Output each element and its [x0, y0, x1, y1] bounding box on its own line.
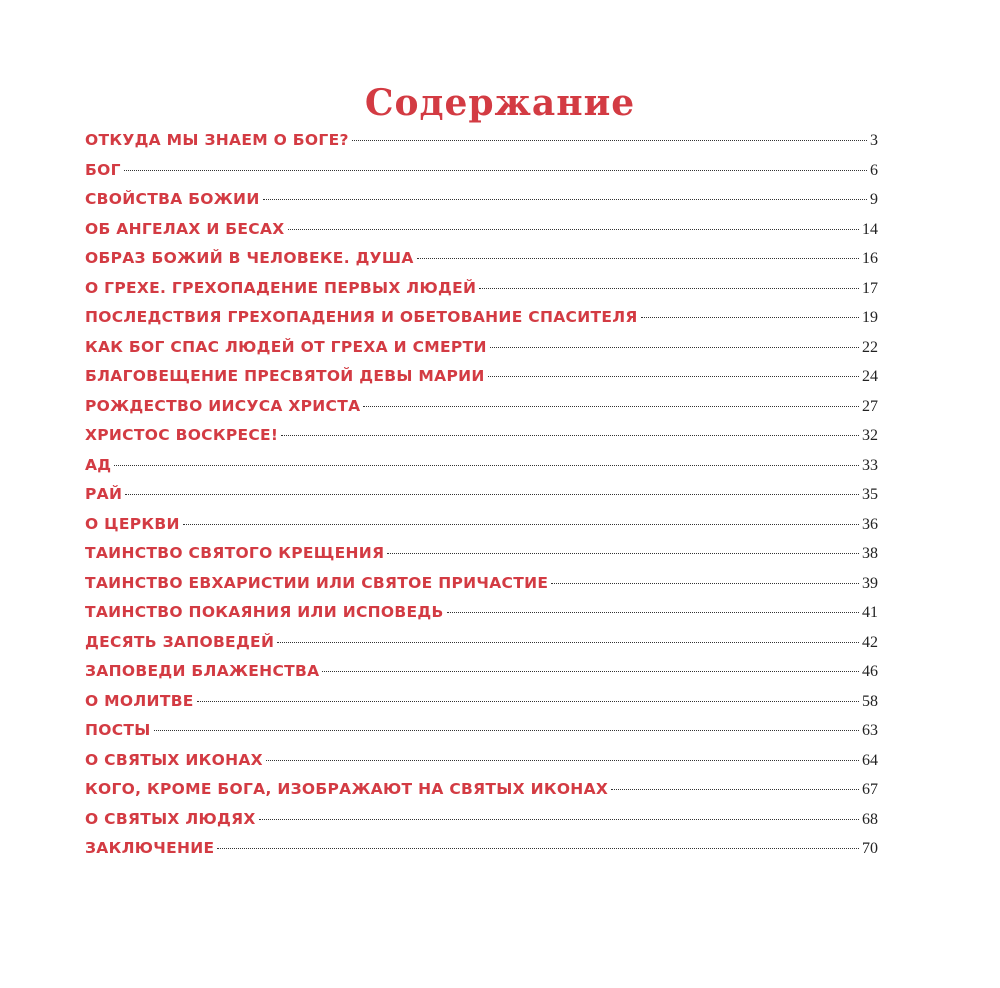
toc-entry[interactable]	[85, 303, 878, 333]
toc-entry[interactable]	[85, 126, 878, 156]
toc-leader-dots	[363, 406, 859, 407]
toc-entry-page: 64	[862, 751, 878, 769]
toc-entry-title: ЗАКЛЮЧЕНИЕ	[85, 839, 215, 857]
toc-entry-title: ТАИНСТВО ПОКАЯНИЯ ИЛИ ИСПОВЕДЬ	[85, 603, 444, 621]
toc-entry-page: 38	[862, 545, 878, 562]
toc-entry[interactable]	[85, 362, 878, 392]
toc-entry-page: 32	[862, 427, 878, 444]
toc-entry-title: О МОЛИТВЕ	[85, 691, 194, 710]
toc-entry-page: 42	[862, 633, 878, 651]
toc-leader-dots	[266, 760, 859, 761]
toc-entry[interactable]	[85, 392, 878, 422]
toc-leader-dots	[352, 140, 867, 141]
toc-entry-page: 33	[862, 456, 878, 474]
toc-entry[interactable]	[85, 421, 878, 451]
toc-entry-page: 68	[862, 810, 878, 828]
toc-entry-page: 22	[862, 338, 878, 356]
toc-entry-title: АД	[85, 455, 112, 474]
toc-entry-title: ЗАПОВЕДИ БЛАЖЕНСТВА	[85, 662, 320, 680]
toc-entry-page: 27	[862, 397, 878, 415]
toc-entry-page: 24	[862, 368, 878, 385]
toc-entry-page: 6	[870, 161, 878, 179]
toc-entry[interactable]	[85, 598, 878, 628]
toc-leader-dots	[197, 701, 859, 702]
toc-entry[interactable]	[85, 244, 878, 274]
toc-entry-title: ТАИНСТВО СВЯТОГО КРЕЩЕНИЯ	[85, 544, 385, 562]
toc-entry-page: 19	[862, 309, 878, 326]
toc-leader-dots	[259, 819, 859, 820]
toc-entry[interactable]	[85, 215, 878, 245]
toc-entry-page: 35	[862, 486, 878, 503]
toc-entry-title: КОГО, КРОМЕ БОГА, ИЗОБРАЖАЮТ НА СВЯТЫХ ИКОНАХ	[85, 780, 609, 798]
page-title: Содержание	[364, 82, 636, 125]
toc-leader-dots	[277, 642, 859, 643]
toc-entry-page: 14	[862, 220, 878, 238]
toc-leader-dots	[551, 583, 859, 584]
toc-entry[interactable]	[85, 657, 878, 687]
toc-leader-dots	[479, 288, 859, 289]
toc-entry-page: 41	[862, 604, 878, 621]
toc-leader-dots	[263, 199, 867, 200]
toc-entry-title: БЛАГОВЕЩЕНИЕ ПРЕСВЯТОЙ ДЕВЫ МАРИИ	[85, 367, 485, 385]
toc-leader-dots	[490, 347, 859, 348]
toc-entry-title: ОТКУДА МЫ ЗНАЕМ О БОГЕ?	[85, 131, 349, 149]
toc-entry[interactable]	[85, 510, 878, 540]
toc-entry-title: КАК БОГ СПАС ЛЮДЕЙ ОТ ГРЕХА И СМЕРТИ	[85, 337, 487, 356]
toc-entry-title: ПОСТЫ	[85, 721, 151, 739]
toc-leader-dots	[114, 465, 859, 466]
toc-entry-page: 58	[862, 692, 878, 710]
toc-entry-title: О СВЯТЫХ ИКОНАХ	[85, 750, 263, 769]
toc-leader-dots	[322, 671, 859, 672]
toc-entry-title: О ГРЕХЕ. ГРЕХОПАДЕНИЕ ПЕРВЫХ ЛЮДЕЙ	[85, 278, 477, 297]
toc-entry[interactable]	[85, 480, 878, 510]
toc-leader-dots	[488, 376, 859, 377]
toc-entry[interactable]	[85, 746, 878, 776]
toc-entry-page: 36	[862, 515, 878, 533]
toc-entry[interactable]	[85, 775, 878, 805]
toc-leader-dots	[611, 789, 859, 790]
table-of-contents	[85, 126, 878, 864]
toc-leader-dots	[447, 612, 859, 613]
toc-entry-page: 70	[862, 840, 878, 857]
toc-leader-dots	[125, 494, 859, 495]
toc-entry-title: СВОЙСТВА БОЖИИ	[85, 190, 260, 208]
toc-entry-title: ТАИНСТВО ЕВХАРИСТИИ ИЛИ СВЯТОЕ ПРИЧАСТИЕ	[85, 573, 549, 592]
toc-leader-dots	[641, 317, 859, 318]
toc-entry-title: ХРИСТОС ВОСКРЕСЕ!	[85, 426, 279, 444]
toc-entry[interactable]	[85, 274, 878, 304]
toc-entry-page: 39	[862, 574, 878, 592]
toc-leader-dots	[417, 258, 859, 259]
toc-entry-title: РОЖДЕСТВО ИИСУСА ХРИСТА	[85, 396, 361, 415]
toc-entry-title: ПОСЛЕДСТВИЯ ГРЕХОПАДЕНИЯ И ОБЕТОВАНИЕ СПАСИТЕЛЯ	[85, 308, 638, 326]
toc-entry[interactable]	[85, 333, 878, 363]
toc-leader-dots	[124, 170, 867, 171]
toc-entry[interactable]	[85, 834, 878, 864]
toc-entry[interactable]	[85, 156, 878, 186]
toc-entry-title: О ЦЕРКВИ	[85, 514, 180, 533]
toc-entry-page: 16	[862, 250, 878, 267]
toc-entry-page: 3	[870, 132, 878, 149]
toc-entry-page: 9	[870, 191, 878, 208]
toc-leader-dots	[387, 553, 859, 554]
toc-entry-title: РАЙ	[85, 485, 123, 503]
toc-entry-title: БОГ	[85, 160, 121, 179]
toc-entry[interactable]	[85, 539, 878, 569]
toc-entry-title: ОБ АНГЕЛАХ И БЕСАХ	[85, 219, 285, 238]
toc-entry-page: 67	[862, 781, 878, 798]
toc-entry-title: О СВЯТЫХ ЛЮДЯХ	[85, 809, 256, 828]
toc-entry[interactable]	[85, 451, 878, 481]
toc-leader-dots	[281, 435, 859, 436]
toc-leader-dots	[217, 848, 859, 849]
toc-entry[interactable]	[85, 687, 878, 717]
toc-entry[interactable]	[85, 569, 878, 599]
toc-entry-title: ДЕСЯТЬ ЗАПОВЕДЕЙ	[85, 632, 275, 651]
toc-entry-page: 46	[862, 663, 878, 680]
toc-leader-dots	[183, 524, 859, 525]
toc-entry[interactable]	[85, 185, 878, 215]
toc-leader-dots	[154, 730, 859, 731]
toc-leader-dots	[288, 229, 859, 230]
toc-entry[interactable]	[85, 628, 878, 658]
toc-entry[interactable]	[85, 805, 878, 835]
toc-entry-page: 63	[862, 722, 878, 739]
toc-entry[interactable]	[85, 716, 878, 746]
toc-entry-title: ОБРАЗ БОЖИЙ В ЧЕЛОВЕКЕ. ДУША	[85, 249, 414, 267]
toc-entry-page: 17	[862, 279, 878, 297]
